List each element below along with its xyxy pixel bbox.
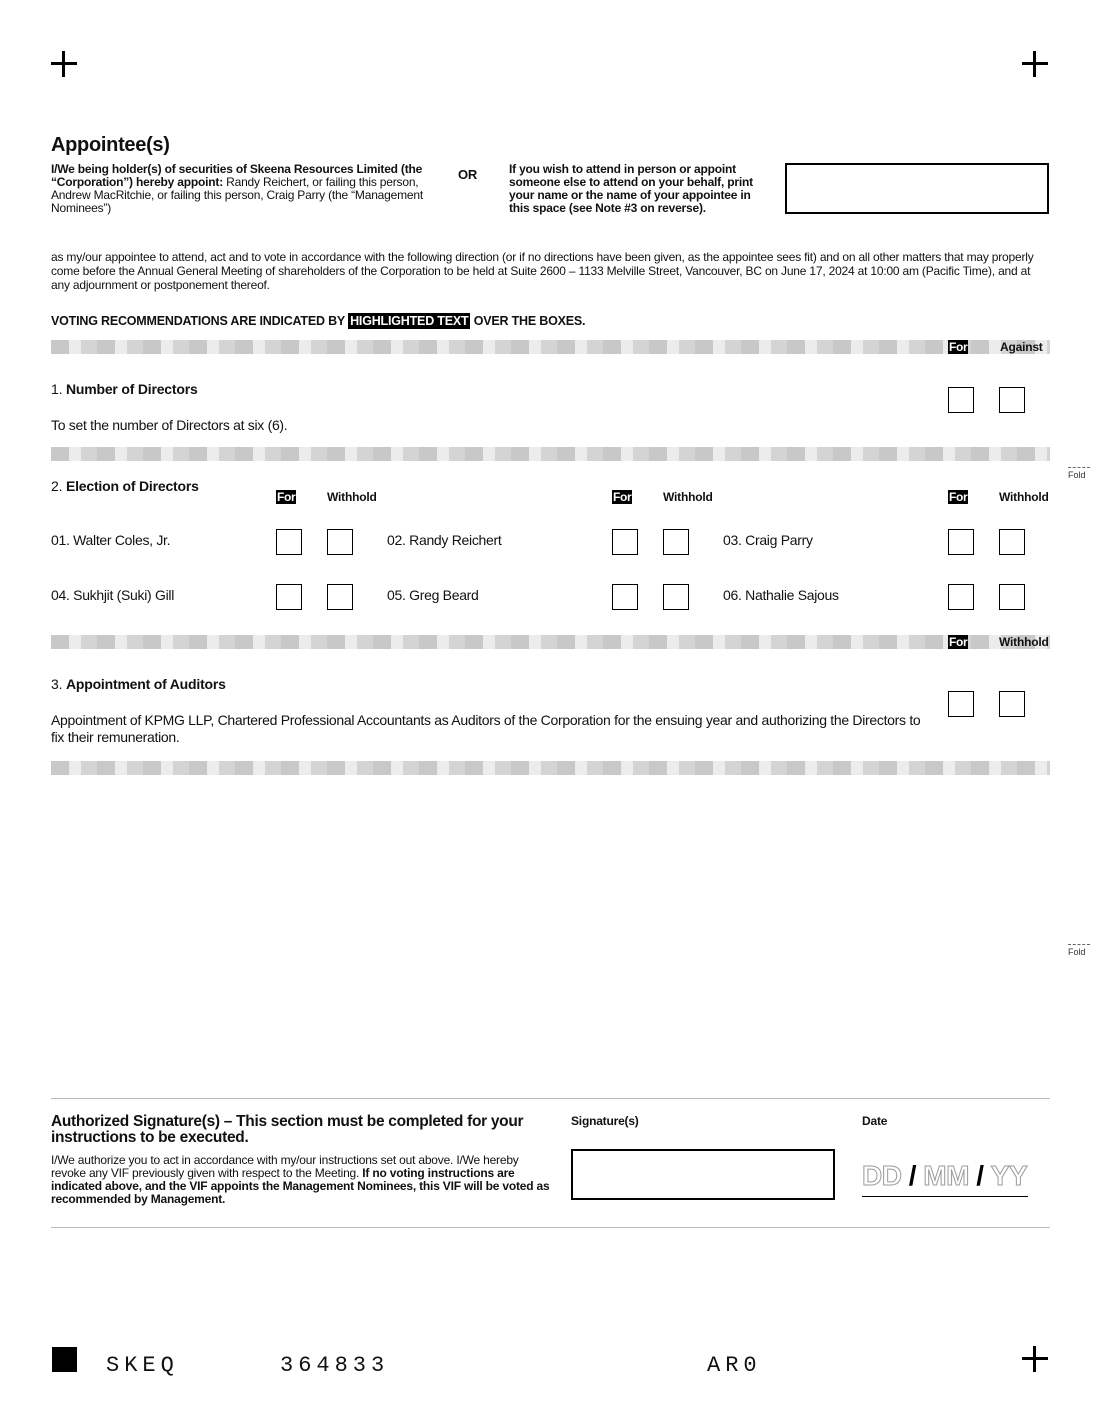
appointee-name-input[interactable] <box>785 163 1049 214</box>
for-label-recommended: For <box>949 340 968 354</box>
signature-label: Signature(s) <box>571 1114 639 1128</box>
footer-square-mark <box>52 1347 77 1372</box>
col1-for-label: For <box>277 490 296 504</box>
footer-code-number: 364833 <box>280 1353 390 1378</box>
date-yy-placeholder: YY <box>990 1160 1028 1191</box>
item1-title-text: Number of Directors <box>65 381 198 397</box>
footer-code-skeq: SKEQ <box>106 1353 179 1378</box>
item1-description: To set the number of Directors at six (6). <box>51 417 288 433</box>
nominee-04-for-checkbox[interactable] <box>276 584 302 610</box>
item3-withhold-checkbox[interactable] <box>999 691 1025 717</box>
item1-for-checkbox[interactable] <box>948 387 974 413</box>
item2-title <box>51 478 199 494</box>
item1-number: 1. <box>51 381 66 397</box>
col3-withhold-label: Withhold <box>999 490 1049 504</box>
col1-withhold-label: Withhold <box>327 490 377 504</box>
nominee-03-withhold-checkbox[interactable] <box>999 529 1025 555</box>
nominee-06: 06. Nathalie Sajous <box>723 587 839 603</box>
nominee-05: 05. Greg Beard <box>387 587 479 603</box>
item3-for-checkbox[interactable] <box>948 691 974 717</box>
date-dd-placeholder: DD <box>862 1160 902 1191</box>
nominee-03: 03. Craig Parry <box>723 532 813 548</box>
voting-recommendations-suffix: OVER THE BOXES. <box>470 314 586 328</box>
nominee-02-withhold-checkbox[interactable] <box>663 529 689 555</box>
signature-text-plain: I/We authorize you to act in accordance with my/our instructions set out above. I/We hereby revoke any VIF previously given with respect to the Meeting. <box>51 1153 519 1180</box>
registration-mark-top-right <box>1022 51 1048 77</box>
against-label: Against <box>1000 340 1043 354</box>
item3-title <box>51 676 226 692</box>
col2-withhold-label: Withhold <box>663 490 713 504</box>
separator-band <box>51 340 1050 354</box>
signature-top-rule <box>51 1098 1050 1099</box>
nominee-06-withhold-checkbox[interactable] <box>999 584 1025 610</box>
voting-recommendations <box>51 314 585 328</box>
fold-mark: Fold <box>1068 947 1086 957</box>
nominee-05-for-checkbox[interactable] <box>612 584 638 610</box>
date-separator: / <box>976 1160 984 1191</box>
signature-bottom-rule <box>51 1227 1050 1228</box>
date-underline <box>862 1196 1028 1197</box>
nominee-04: 04. Sukhjit (Suki) Gill <box>51 587 175 603</box>
signature-text-bold: If no voting instructions are indicated above, and the VIF appoints the Management Nominees, this VIF will be voted as recommended by Management. <box>51 1166 550 1206</box>
appointees-heading: Appointee(s) <box>51 134 170 156</box>
signature-input[interactable] <box>571 1149 835 1200</box>
separator-band <box>51 447 1050 461</box>
item1-against-checkbox[interactable] <box>999 387 1025 413</box>
footer-code-ar0: AR0 <box>707 1353 762 1378</box>
nominee-02-for-checkbox[interactable] <box>612 529 638 555</box>
highlighted-text: HIGHLIGHTED TEXT <box>350 314 469 328</box>
voting-recommendations-prefix: VOTING RECOMMENDATIONS ARE INDICATED BY <box>51 314 349 328</box>
date-separator: / <box>908 1160 917 1191</box>
signature-text <box>51 1154 551 1206</box>
nominee-05-withhold-checkbox[interactable] <box>663 584 689 610</box>
item1-title <box>51 381 198 397</box>
appointees-intro-bold: I/We being holder(s) of securities of Skeena Resources Limited (the “Corporation”) hereby appoint: <box>51 162 423 189</box>
nominee-02: 02. Randy Reichert <box>387 532 502 548</box>
item2-title-text: Election of Directors <box>65 478 199 494</box>
item3-title-text: Appointment of Auditors <box>65 676 226 692</box>
item3-for-label: For <box>949 635 968 649</box>
nominee-01-withhold-checkbox[interactable] <box>327 529 353 555</box>
appointee-instruction: If you wish to attend in person or appoint someone else to attend on your behalf, print your name or the name of your appointee in this space (see Note #3 on reverse). <box>509 162 753 215</box>
appointees-intro <box>51 163 441 215</box>
signature-heading: Authorized Signature(s) – This section must be completed for your instructions to be executed. <box>51 1113 524 1146</box>
separator-band <box>51 635 1050 649</box>
date-mm-placeholder: MM <box>923 1160 969 1191</box>
nominee-01: 01. Walter Coles, Jr. <box>51 532 171 548</box>
fold-mark: Fold <box>1068 470 1086 480</box>
registration-mark-top-left <box>51 51 77 77</box>
item3-description: Appointment of KPMG LLP, Chartered Professional Accountants as Auditors of the Corporation for the ensuing year and authorizing the Directors to fix their remuneration. <box>51 712 921 745</box>
nominee-01-for-checkbox[interactable] <box>276 529 302 555</box>
item2-number: 2. <box>51 478 66 494</box>
registration-mark-bottom-right <box>1022 1346 1048 1372</box>
nominee-06-for-checkbox[interactable] <box>948 584 974 610</box>
appointees-intro-plain: Randy Reichert, or failing this person, Andrew MacRitchie, or failing this person, Craig Parry (the “Management Nominees”) <box>51 175 423 215</box>
col2-for-label: For <box>613 490 632 504</box>
nominee-03-for-checkbox[interactable] <box>948 529 974 555</box>
appointee-paragraph: as my/our appointee to attend, act and to vote in accordance with the following direction (or if no directions have been given, as the appointee sees fit) and on all other matters that may properly come before the Annual General Meeting of shareholders of the Corporation to be held at Suite 2600 – 1133 Melville Street, Vancouver, BC on June 17, 2024 at 10:00 am (Pacific Time), and at any adjournment or postponement thereof. <box>51 250 1034 292</box>
or-label: OR <box>458 167 478 182</box>
item3-number: 3. <box>51 676 66 692</box>
item3-withhold-label: Withhold <box>999 635 1049 649</box>
date-label: Date <box>862 1114 888 1128</box>
nominee-04-withhold-checkbox[interactable] <box>327 584 353 610</box>
col3-for-label: For <box>949 490 968 504</box>
separator-band <box>51 761 1050 775</box>
date-input[interactable] <box>862 1160 1027 1192</box>
